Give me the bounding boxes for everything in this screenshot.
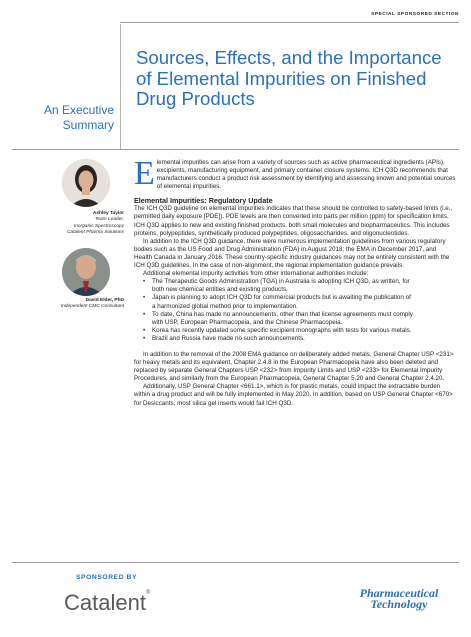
list-item: • Brazil and Russia have made no such announcements. <box>143 335 413 343</box>
authority-list <box>134 278 413 343</box>
author-photo-david-elder <box>62 248 110 296</box>
paragraph-3: Additional elemental impurity activities from other international authorities include: <box>143 270 369 278</box>
author-role: Team Leader, <box>94 217 124 223</box>
trademark-mark: ® <box>145 590 151 596</box>
paragraph-2: In addition to the ICH Q3D guidance, there were numerous implementation guidelines from various regulatory bodies such as the US Food and Drug Administration (FDA) in August 2018; the EMA in December 2017, and Health Canada in January 2016. These country-specific industry guidances may not be entirely consistent with the ICH Q3D guidelines. In the case of non-alignment, the regional implementation guidance prevails. <box>134 237 450 270</box>
footer-divider <box>12 562 459 563</box>
author-name: David Elder, PhD <box>85 298 124 303</box>
author-photo-ashley-taylor <box>62 159 110 207</box>
dropcap: E <box>134 155 155 192</box>
pharmaceutical-technology-logo[interactable] <box>344 588 454 610</box>
intro-paragraph <box>134 155 456 192</box>
executive-summary-heading <box>12 103 114 133</box>
list-item: • To date, China has made no announcements, other than that license agreements must comply with USP, European Pharmacopeia, and the Chinese Pharmacopeia. <box>143 311 413 327</box>
portrait-icon <box>62 248 110 296</box>
intro-text: lemental impurities can arise from a variety of sources such as active pharmaceutical ingredients (APIs), excipients, manufacturing equipment, and primary container closure systems. ICH Q3D recommends that manufacturers conduct a product risk assessment by identifying and assessing known and potential sources of elemental impurities. <box>156 159 456 191</box>
sponsored-by-label: SPONSORED BY <box>76 574 138 581</box>
list-item: • Korea has recently updated some specific excipient monographs with tests for various metals. <box>143 327 413 335</box>
publication-line2: Technology <box>370 597 428 611</box>
paragraph-5: Additionally, USP General Chapter <661.1>, which is for plastic metals, could impact the extractable burden within a drug product and will be fully implemented in May 2020. In addition, based on USP General Chapter <670> for Desiccants, most silica gel inserts would fail ICH Q3D. <box>134 383 453 407</box>
author-org: Catalent Pharma Solutions <box>66 229 124 235</box>
sponsor-name: Catalent <box>64 590 146 615</box>
section-tag: SPECIAL SPONSORED SECTION <box>371 12 459 17</box>
portrait-icon <box>62 159 110 207</box>
paragraph-4: In addition to the removal of the 2008 EMA guidance on deliberately added metals, General Chapter USP <231> for heavy metals and its equivalent, Chapter 2.4.8 in the European Pharmacopeia have also been deleted and replaced by separate General Chapters USP <232> from Impurity Limits and USP <233> for Elemental Impurity Procedures, and similarly from the European Pharmacopeia, General Chapter 5.20 and General Chapter 2.4.20. <box>134 350 454 383</box>
top-divider <box>120 22 459 23</box>
author-byline-2 <box>12 298 124 311</box>
spacer <box>134 343 456 351</box>
article-body <box>134 155 456 408</box>
section-heading: Elemental Impurities: Regulatory Update <box>134 196 273 206</box>
paragraph-1: The ICH Q3D guideline on elemental impurities indicates that these should be controlled to safety-based limits (i.e., permitted daily exposure [PDE]). PDE levels are then converted into parts per million (ppm) for specification limits. ICH Q3D applies to new and existing finished products, both small molecules and biopharmaceutics. This includes proteins, polypeptides, synthetically produced polypeptides, oligosaccharides, and oligonucleotides. <box>134 205 453 237</box>
catalent-logo[interactable] <box>64 590 150 616</box>
author-byline-1 <box>12 211 124 236</box>
list-item: • The Therapeutic Goods Administration (TGA) in Australia is adopting ICH Q3D, as written, for both new chemical entities and existing products. <box>143 278 413 294</box>
author-name: Ashley Taylor <box>92 211 124 216</box>
header-divider <box>12 149 459 150</box>
article-title: Sources, Effects, and the Importance of Elemental Impurities on Finished Drug Products <box>136 47 442 109</box>
vertical-divider <box>120 24 121 149</box>
publication-line1: Pharmaceutical <box>359 586 439 600</box>
list-item: • Japan is planning to adopt ICH Q3D for commercial products but is awaiting the publication of a harmonized global method prior to implementation. <box>143 294 413 310</box>
author-role: Independent CMC Consultant <box>60 304 124 310</box>
executive-summary-line2: Summary <box>62 118 114 132</box>
executive-summary-line1: An Executive <box>43 103 114 117</box>
author-role: Inorganic Spectroscopy <box>73 223 124 229</box>
